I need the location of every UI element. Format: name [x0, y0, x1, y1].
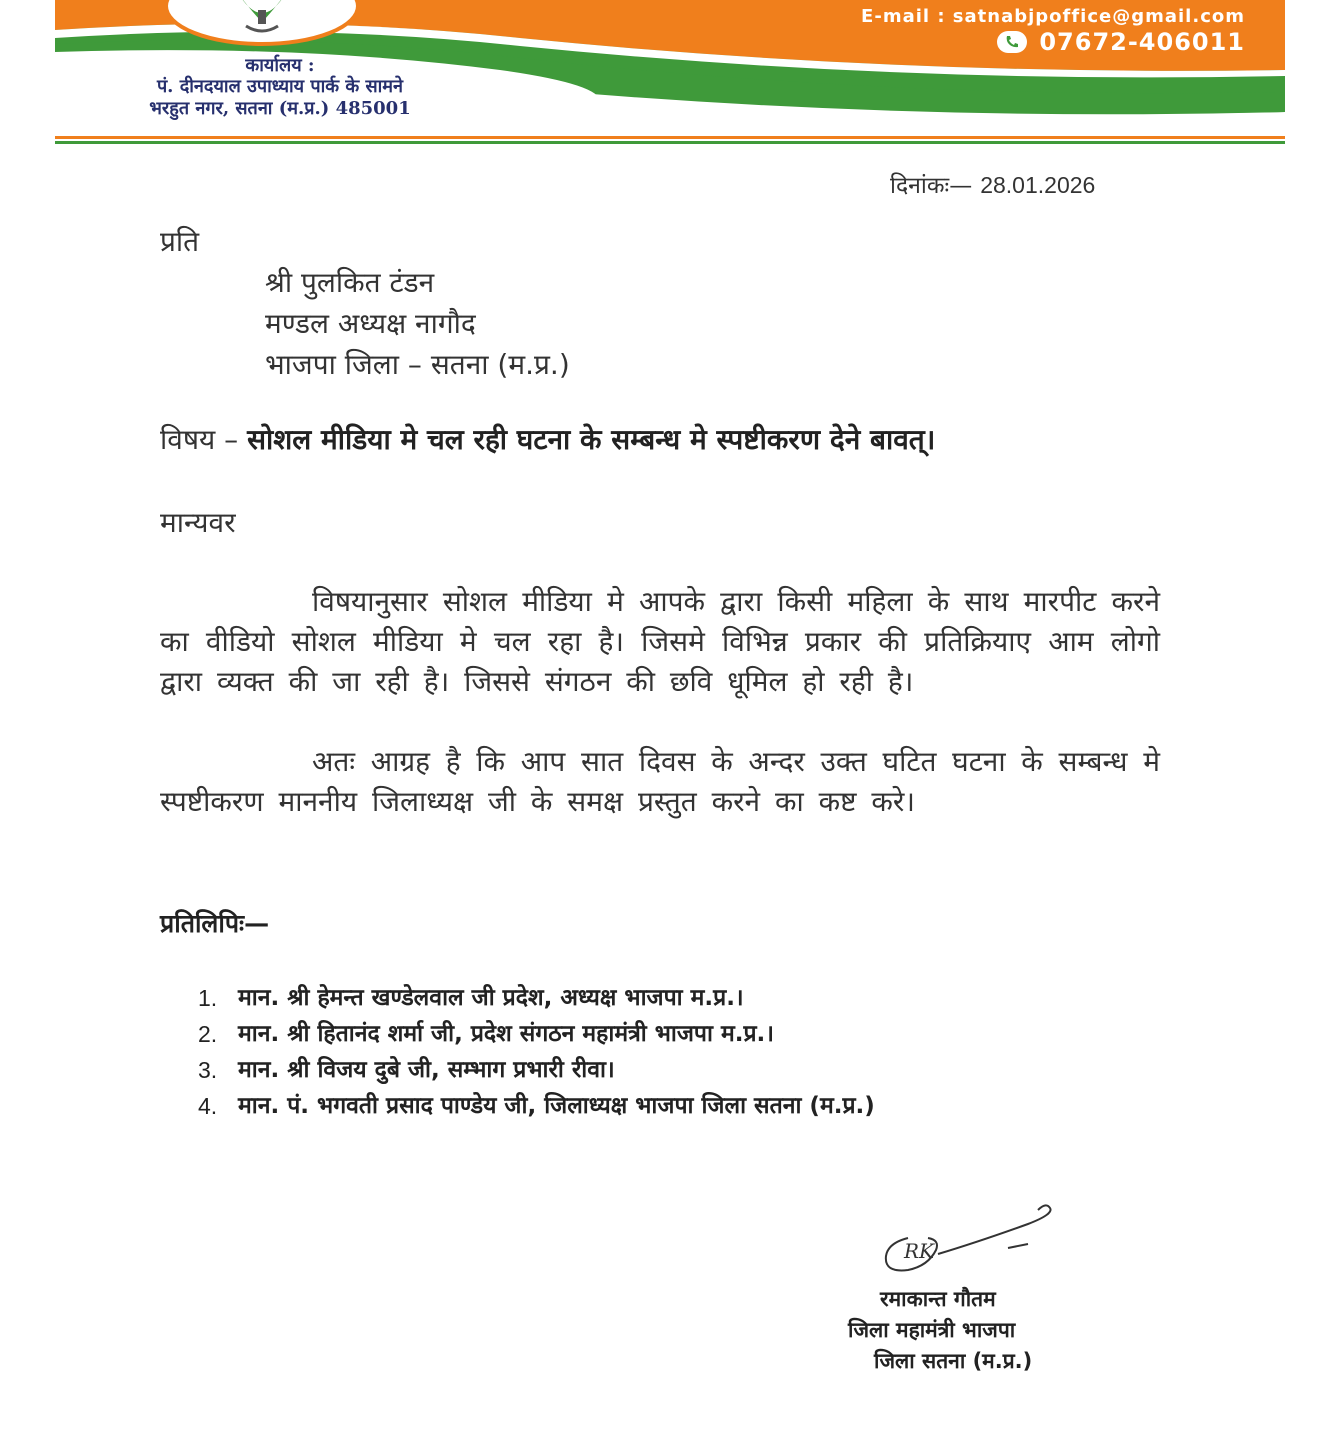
- recipient-name: श्री पुलकित टंडन: [265, 266, 435, 299]
- contact-phone: [997, 28, 1245, 56]
- copy-to-list: [198, 980, 875, 1124]
- signatory-name: रमाकान्त गौतम: [880, 1287, 996, 1311]
- list-item: [198, 1052, 875, 1088]
- body-paragraph-2: अतः आग्रह है कि आप सात दिवस के अन्दर उक्त घटित घटना के सम्बन्ध मे स्पष्टीकरण माननीय जिलाध्यक्ष जी के समक्ष प्रस्तुत करने का कष्ट करे।: [160, 745, 1160, 818]
- list-item-number: 3.: [198, 1057, 218, 1083]
- signatory-place: जिला सतना (म.प्र.): [874, 1349, 1033, 1373]
- subject-line: [160, 420, 935, 458]
- phone-icon: [997, 31, 1027, 53]
- recipient-designation: मण्डल अध्यक्ष नागौद: [265, 307, 476, 340]
- list-item: [198, 980, 875, 1016]
- date-line: [890, 168, 1095, 200]
- svg-text:RK: RK: [904, 1239, 934, 1263]
- handwritten-signature: [878, 1198, 1068, 1288]
- list-item-text: मान. पं. भगवती प्रसाद पाण्डेय जी, जिलाध्यक्ष भाजपा जिला सतना (म.प्र.): [238, 1093, 875, 1119]
- address-line-2: भरहुत नगर, सतना (म.प्र.) 485001: [149, 98, 411, 119]
- phone-number: 07672-406011: [1039, 28, 1245, 56]
- rule-saffron: [55, 136, 1285, 139]
- recipient-district: भाजपा जिला – सतना (म.प्र.): [265, 348, 570, 381]
- office-address-block: [60, 56, 500, 120]
- list-item-text: मान. श्री हेमन्त खण्डेलवाल जी प्रदेश, अध्यक्ष भाजपा म.प्र.।: [238, 985, 744, 1011]
- signatory-designation: जिला महामंत्री भाजपा: [848, 1318, 1016, 1342]
- list-item-number: 2.: [198, 1021, 218, 1047]
- list-item-text: मान. श्री हितानंद शर्मा जी, प्रदेश संगठन महामंत्री भाजपा म.प्र.।: [238, 1021, 774, 1047]
- subject-text: सोशल मीडिया मे चल रही घटना के सम्बन्ध मे स्पष्टीकरण देने बावत्।: [247, 423, 936, 456]
- office-title: कार्यालय :: [245, 55, 315, 76]
- list-item: [198, 1088, 875, 1124]
- recipient-block: [265, 262, 570, 385]
- address-line-1: पं. दीनदयाल उपाध्याय पार्क के सामने: [156, 76, 404, 97]
- recipient-prefix: प्रति: [160, 225, 200, 258]
- body-paragraph-1: विषयानुसार सोशल मीडिया मे आपके द्वारा किसी महिला के साथ मारपीट करने का वीडियो सोशल मीडिया मे चल रहा है। जिसमे विभिन्न प्रकार की प्रतिक्रियाए आम लोगो द्वारा व्यक्त की जा रही है। जिससे संगठन की छवि धूमिल हो रही है।: [160, 585, 1160, 698]
- date-label: दिनांकः—: [890, 173, 973, 199]
- contact-email: E-mail : satnabjpoffice@gmail.com: [861, 6, 1245, 27]
- subject-label: विषय –: [160, 423, 239, 456]
- list-item-number: 1.: [198, 985, 218, 1011]
- rule-green: [55, 141, 1285, 144]
- copy-to-heading: प्रतिलिपिः—: [160, 909, 270, 938]
- signatory-block: [848, 1284, 1058, 1377]
- salutation: मान्यवर: [160, 506, 236, 539]
- list-item-text: मान. श्री विजय दुबे जी, सम्भाग प्रभारी रीवा।: [238, 1057, 615, 1083]
- date-value: 28.01.2026: [980, 172, 1096, 198]
- list-item-number: 4.: [198, 1093, 218, 1119]
- list-item: [198, 1016, 875, 1052]
